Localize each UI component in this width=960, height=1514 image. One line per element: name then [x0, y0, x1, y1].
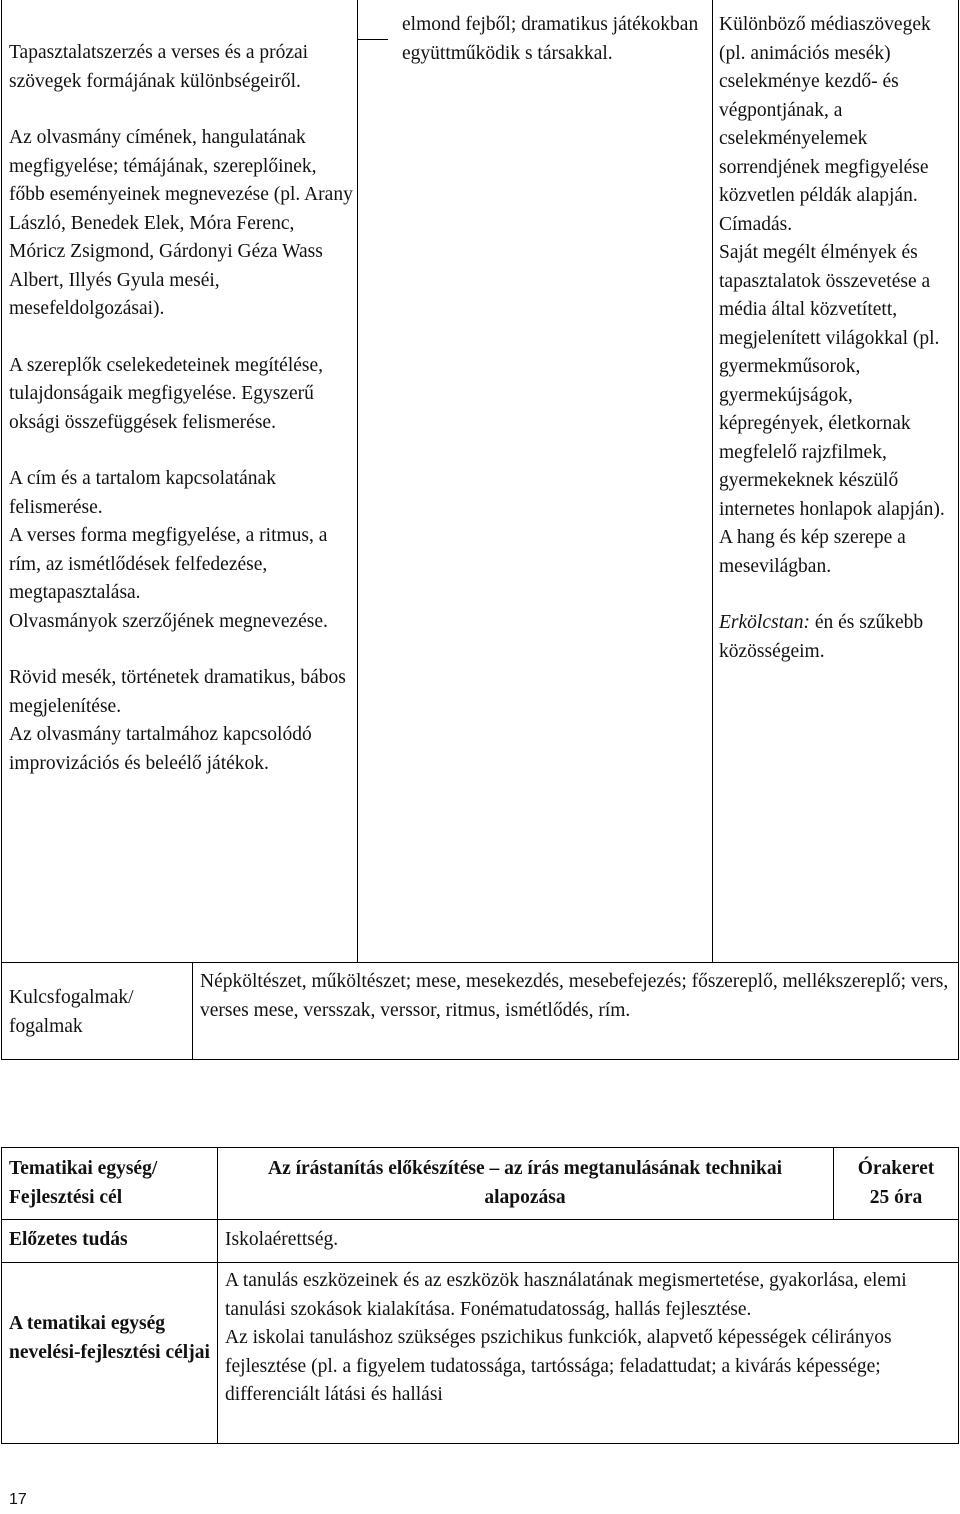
hours-label: Órakeret — [857, 1158, 935, 1179]
ethics-label: Erkölcstan: — [719, 612, 810, 633]
paragraph: Az olvasmány tartalmához kapcsolódó improvizációs és beleélő játékok. — [9, 724, 312, 774]
table-border — [958, 0, 959, 1060]
paragraph: Az olvasmány címének, hangulatának megfigyelése; témájának, szereplőinek, főbb eseményeinek megnevezése (pl. Arany László, Benedek Elek, Móra Ferenc, Móricz Zsigmond, Gárdonyi Géza Wass Albert, Illyés Gyula meséi, mesefeldolgozásai). — [9, 127, 353, 319]
goals-label — [9, 1310, 214, 1367]
dash-mark — [358, 39, 388, 40]
paragraph: Saját megélt élmények és tapasztalatok összevetése a média által közvetített, megjelenített világokkal (pl. gyermekműsorok, gyermekújságok, képregények, életkornak megfelelő rajzfilmek, gyermekeknek készülő internetes honlapok alapján). A hang és kép szerepe a mesevilágban. — [719, 242, 945, 577]
unit-label — [9, 1155, 209, 1212]
content-column-1 — [9, 39, 354, 778]
table-border — [217, 1147, 218, 1444]
paragraph: A verses forma megfigyelése, a ritmus, a rím, az ismétlődések felfedezése, megtapasztalása. — [9, 525, 328, 603]
paragraph: Iskolaérettség. — [225, 1229, 339, 1250]
paragraph: A tanulás eszközeinek és az eszközök használatának megismertetése, gyakorlása, elemi tanulási szokások kialakítása. Fonématudatosság, hallás fejlesztése. — [225, 1270, 907, 1320]
table-border — [357, 0, 358, 962]
paragraph: Tematikai egység/ Fejlesztési cél — [9, 1158, 158, 1208]
paragraph: Az írástanítás előkészítése – az írás megtanulásának technikai alapozása — [267, 1158, 782, 1208]
hours-value: 25 óra — [869, 1186, 923, 1208]
table-border — [1, 1219, 959, 1220]
ethics-text: én és szűkebb közösségeim. — [719, 612, 924, 662]
table-border — [958, 1147, 959, 1444]
hours-box — [834, 1155, 958, 1212]
paragraph: Kulcsfogalmak/ fogalmak — [9, 987, 134, 1037]
table-border — [1, 0, 2, 1060]
paragraph: Olvasmányok szerzőjének megnevezése. — [9, 610, 328, 632]
paragraph: Előzetes tudás — [9, 1229, 128, 1250]
table-border — [1, 1262, 959, 1263]
table-border — [1, 1147, 2, 1444]
content-column-2 — [402, 11, 702, 68]
paragraph: A cím és a tartalom kapcsolatának felismerése. — [9, 468, 276, 518]
paragraph: Rövid mesék, történetek dramatikus, bábos megjelenítése. — [9, 667, 346, 717]
table-border — [1, 1147, 959, 1148]
paragraph: Tapasztalatszerzés a verses és a prózai szövegek formájának különbségeiről. — [9, 42, 309, 92]
table-border — [1, 1059, 959, 1060]
table-border — [1, 962, 959, 963]
table-border — [192, 962, 193, 1060]
paragraph: Különböző médiaszövegek (pl. animációs mesék) cselekménye kezdő- és végpontjának, a cselekményelemek sorrendjének megfigyelése közvetlen példák alapján. Címadás. — [719, 14, 931, 235]
key-concepts-label — [9, 984, 179, 1041]
table-border — [712, 0, 713, 962]
paragraph: Az iskolai tanuláshoz szükséges pszichikus funkciók, alapvető képességek célirányos fejlesztése (pl. a figyelem tudatossága, tartóssága; feladattudat; a kivárás képessége; differenciált látási és hallási — [225, 1327, 892, 1405]
prior-knowledge-label — [9, 1226, 209, 1255]
paragraph: A tematikai egység nevelési-fejlesztési céljai — [9, 1313, 210, 1363]
unit-title — [225, 1155, 825, 1212]
paragraph: A szereplők cselekedeteinek megítélése, tulajdonságaik megfigyelése. Egyszerű oksági összefüggések felismerése. — [9, 354, 324, 433]
content-column-3 — [719, 11, 955, 666]
goals-text — [225, 1267, 953, 1410]
page-number: 17 — [9, 1491, 27, 1508]
table-border — [1, 1443, 959, 1444]
key-concepts-text — [200, 968, 952, 1025]
ethics-paragraph — [719, 609, 955, 666]
paragraph: elmond fejből; dramatikus játékokban együttműködik s társakkal. — [402, 14, 699, 64]
prior-knowledge-value — [225, 1226, 825, 1255]
paragraph: Népköltészet, műköltészet; mese, mesekezdés, mesebefejezés; főszereplő, mellékszereplő; vers, verses mese, versszak, verssor, ritmus, ismétlődés, rím. — [200, 971, 949, 1021]
